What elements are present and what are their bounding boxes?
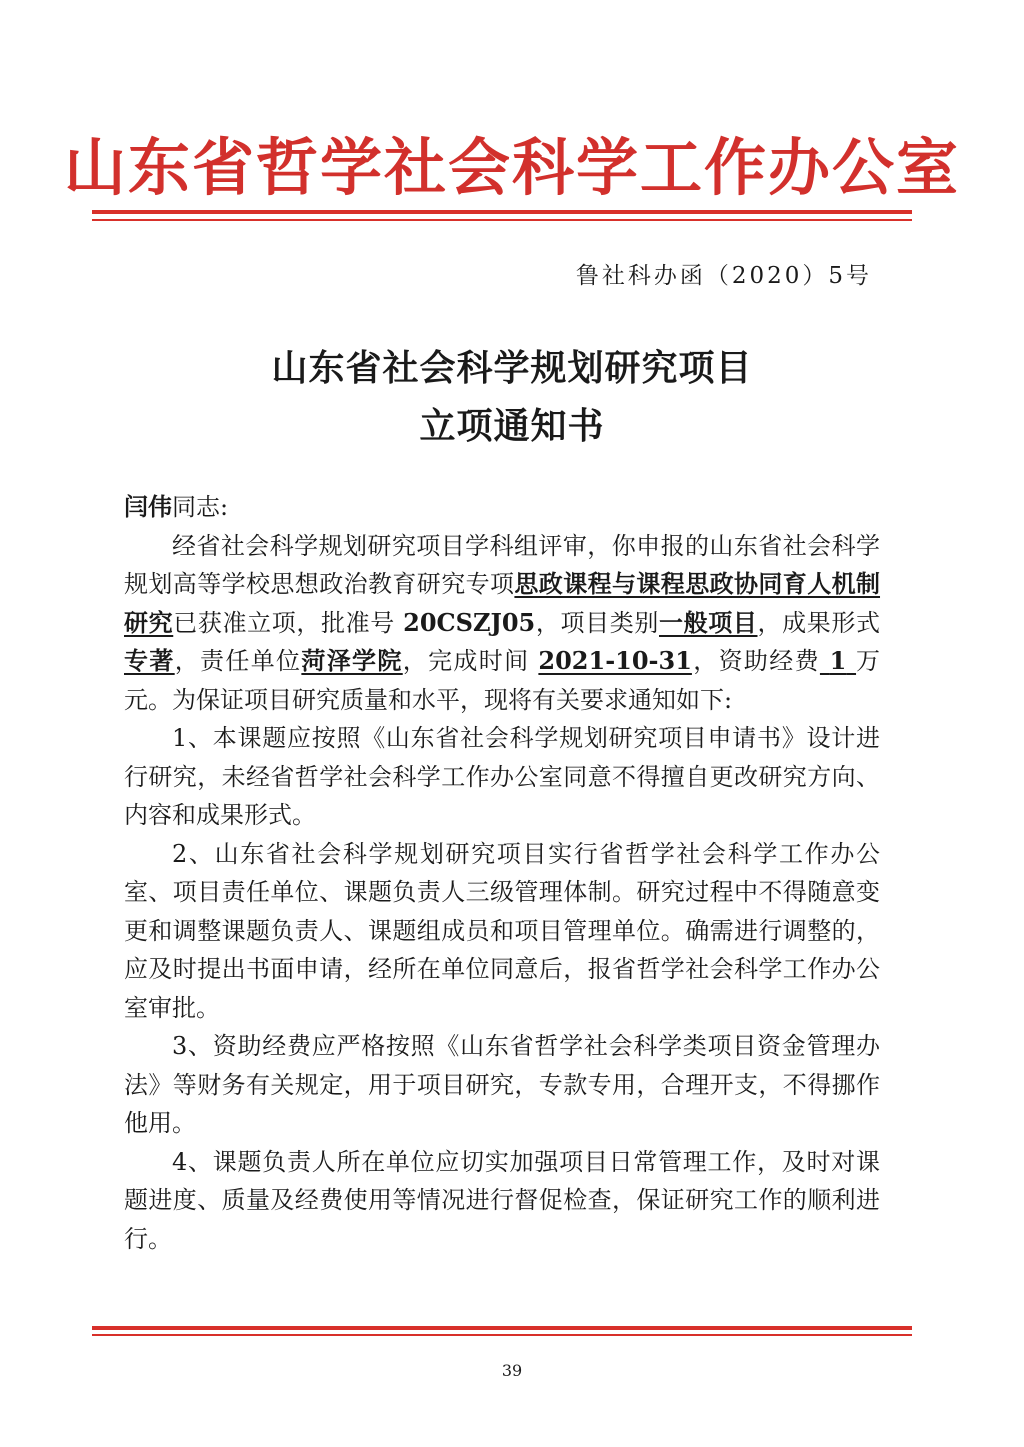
intro-text-8: 万元。为保证项目研究质量和水平，现将有关要求通知如下: [124, 647, 881, 714]
funding-amount: 1 [829, 646, 847, 675]
letterhead-rule-thick [92, 210, 912, 214]
approval-number: 20CSZJ05 [403, 607, 536, 637]
salutation-suffix: 同志: [172, 493, 229, 521]
project-category: 一般项目 [659, 607, 758, 637]
document-body [124, 488, 880, 1258]
footer-rule-thin [92, 1334, 912, 1336]
intro-text-1: 经省社会科学规划研究项目学科组评审，你申报的山东省社会科学规划高等学校思想政治教育研究专项 [124, 531, 880, 598]
intro-text-4: ，成果形式 [757, 608, 880, 637]
document-number: 鲁社科办函（2020）5号 [575, 263, 872, 289]
requirement-item: 4、课题负责人所在单位应切实加强项目日常管理工作，及时对课题进度、质量及经费使用等情况进行督促检查，保证研究工作的顺利进行。 [124, 1147, 880, 1253]
intro-text-5: ，责任单位 [174, 647, 302, 675]
salutation [124, 488, 880, 527]
responsible-unit: 菏泽学院 [301, 646, 403, 675]
requirement-item: 3、资助经费应严格按照《山东省哲学社会科学类项目资金管理办法》等财务有关规定，用于项目研究，专款专用，合理开支，不得挪作他用。 [124, 1032, 880, 1137]
requirement-item: 1、本课题应按照《山东省社会科学规划研究项目申请书》设计进行研究，未经省哲学社会科学工作办公室同意不得擅自更改研究方向、内容和成果形式。 [124, 724, 880, 829]
intro-text-7: ，资助经费 [691, 647, 820, 675]
intro-paragraph [124, 527, 880, 720]
project-title: 思政课程与课程思政协同育人机制研究 [124, 569, 881, 637]
document-title-line2: 立项通知书 [419, 405, 605, 447]
intro-text-6: ，完成时间 [402, 647, 530, 675]
letterhead-title: 山东省哲学社会科学工作办公室 [63, 131, 960, 204]
requirement-item: 2、山东省社会科学规划研究项目实行省哲学社会科学工作办公室、项目责任单位、课题负责人三级管理体制。研究过程中不得随意变更和调整课题负责人、课题组成员和项目管理单位。确需进行调整的，应及时提出书面申请，经所在单位同意后，报省哲学社会科学工作办公室审批。 [124, 839, 880, 1022]
deadline: 2021-10-31 [538, 646, 692, 675]
intro-text-3: ，项目类别 [535, 608, 659, 637]
letterhead-rule-thin [92, 219, 912, 221]
document-title-line1: 山东省社会科学规划研究项目 [271, 347, 753, 389]
recipient-name: 闫伟 [124, 492, 172, 521]
intro-text-2: 已获准立项，批准号 [173, 608, 395, 637]
result-form: 专著 [124, 646, 175, 675]
page-number: 39 [501, 1361, 523, 1380]
footer-rule-thick [92, 1326, 912, 1330]
